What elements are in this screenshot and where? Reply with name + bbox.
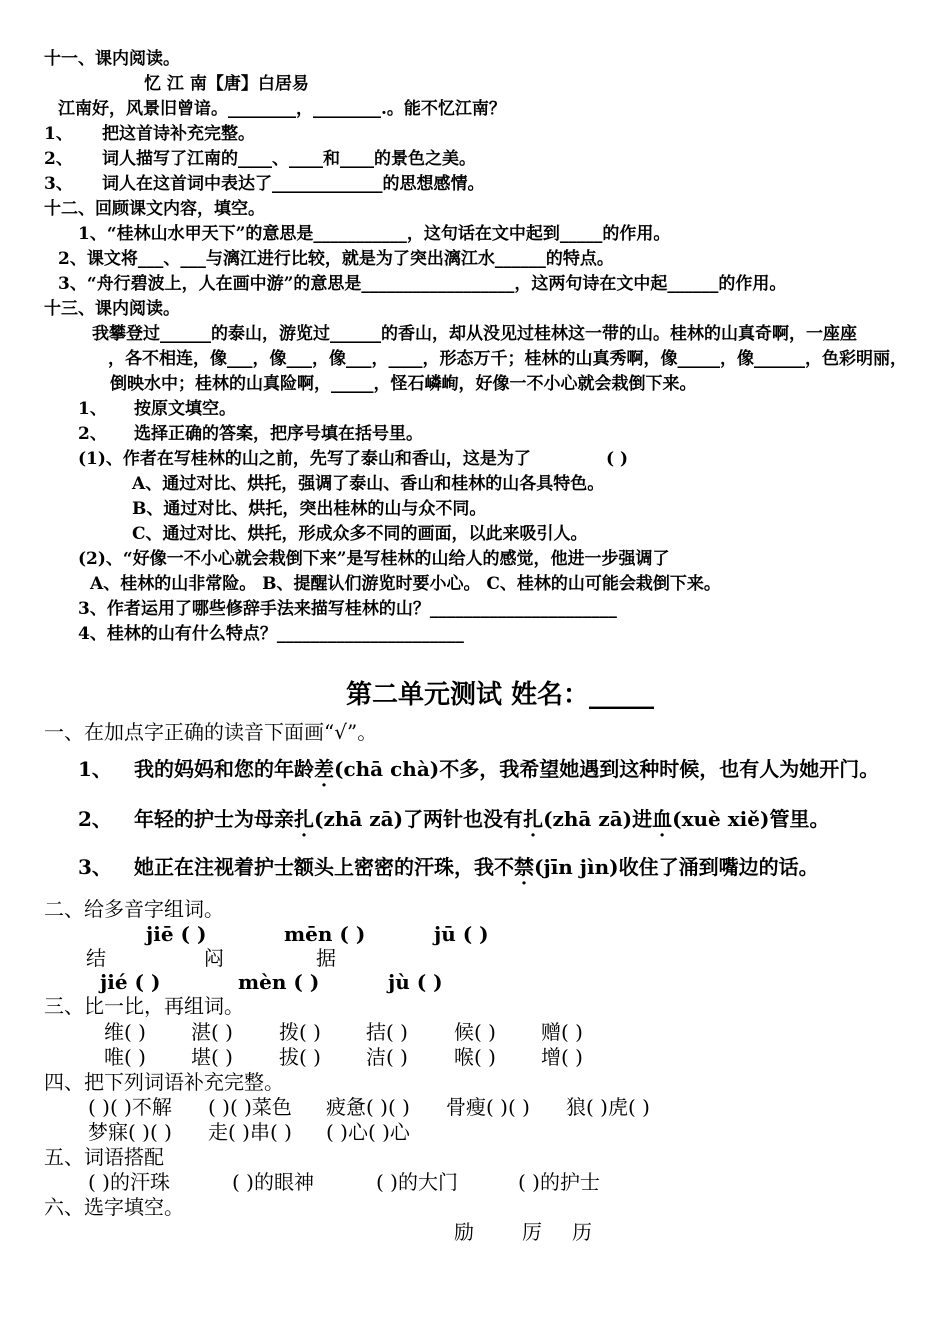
question-text: 词人在这首词中表达了_____________的思想感情。 — [102, 174, 485, 194]
text-segment: 她正在注视着护士额头上密密的汗珠，我不 — [134, 855, 514, 879]
compare-item: 拮( ) — [366, 1020, 408, 1044]
text-segment: (zhā zā)进 — [543, 807, 653, 831]
question-number: 3、 — [44, 174, 73, 194]
collocation-item: ( )的护士 — [518, 1170, 600, 1194]
reading-paragraph-line: ，各不相连，像___，像___，像___，____，形态万千；桂林的山真秀啊，像_____，像______，色彩明丽， — [108, 349, 907, 369]
polyphone-char: 闷 — [204, 946, 224, 970]
poem-title: 忆 江 南【唐】白居易 — [144, 74, 309, 94]
compare-item: 维( ) — [104, 1020, 146, 1044]
pinyin-blank: jiē ( ) — [146, 922, 207, 946]
text-segment: (jīn jìn)收住了涌到嘴边的话。 — [534, 855, 819, 879]
question-text: 2、课文将___、___与漓江进行比较，就是为了突出漓江水______的特点。 — [58, 249, 614, 269]
compare-item: 洁( ) — [366, 1045, 408, 1069]
text-segment: 我的妈妈和您的年龄 — [134, 757, 314, 781]
idiom-item: 狼( )虎( ) — [566, 1095, 650, 1119]
question-text: 4、桂林的山有什么特点？______________________ — [78, 624, 464, 644]
section-11-heading: 十一、课内阅读。 — [44, 49, 180, 69]
reading-paragraph-line: 我攀登过______的泰山，游览过______的香山，却从没见过桂林这一带的山。桂林的山真奇啊，一座座 — [92, 324, 857, 344]
pinyin-blank: jū ( ) — [434, 922, 489, 946]
text-segment: (chā chà)不多，我希望她遇到这种时候，也有人为她开门。 — [334, 757, 880, 781]
idiom-item: ( )( )菜色 — [208, 1095, 292, 1119]
idiom-item: ( )心( )心 — [326, 1120, 410, 1144]
unit-section-4-heading: 四、把下列词语补充完整。 — [44, 1070, 284, 1094]
sub-question: (2)、“好像一不小心就会栽倒下来”是写桂林的山给人的感觉，他进一步强调了 — [78, 549, 670, 569]
sub-question: (1)、作者在写桂林的山之前，先写了泰山和香山，这是为了 — [78, 449, 531, 469]
choice-a: A、通过对比、烘托，强调了泰山、香山和桂林的山各具特色。 — [132, 474, 605, 494]
polyphone-char: 据 — [316, 946, 336, 970]
choice-char: 历 — [572, 1220, 592, 1244]
text-segment: (xuè xiě)管里。 — [672, 807, 830, 831]
compare-item: 赠( ) — [541, 1020, 583, 1044]
question-text: 词人描写了江南的____、____和____的景色之美。 — [102, 149, 476, 169]
unit-section-5-heading: 五、词语搭配 — [44, 1145, 164, 1169]
polyphone-char: 结 — [86, 946, 106, 970]
idiom-item: 骨瘦( )( ) — [446, 1095, 530, 1119]
unit-section-3-heading: 三、比一比，再组词。 — [44, 994, 244, 1018]
text-segment: 年轻的护士为母亲 — [134, 807, 294, 831]
pinyin-blank: mēn ( ) — [284, 922, 366, 946]
pinyin-question-3 — [134, 853, 819, 881]
dotted-char: 血 — [652, 807, 673, 831]
pinyin-blank: jié ( ) — [100, 970, 161, 994]
question-number: 3、 — [78, 855, 112, 879]
choice-char: 励 — [454, 1220, 474, 1244]
idiom-item: 梦寐( )( ) — [88, 1120, 172, 1144]
question-number: 2、 — [78, 807, 112, 831]
question-text: 3、“舟行碧波上，人在画中游”的意思是__________________，这两句诗在文中起______的作用。 — [58, 274, 787, 294]
reading-paragraph-line: 倒映水中；桂林的山真险啊，_____，怪石嶙峋，好像一不小心就会栽倒下来。 — [110, 374, 697, 394]
question-text: 把这首诗补充完整。 — [102, 124, 255, 144]
compare-item: 拔( ) — [279, 1045, 321, 1069]
compare-item: 拨( ) — [279, 1020, 321, 1044]
answer-paren: ( ) — [606, 449, 629, 469]
question-number: 1、 — [44, 124, 73, 144]
section-12-heading: 十二、回顾课文内容，填空。 — [44, 199, 265, 219]
collocation-item: ( )的汗珠 — [88, 1170, 170, 1194]
choice-row: A、桂林的山非常险。 B、提醒认们游览时要小心。 C、桂林的山可能会栽倒下来。 — [90, 574, 721, 594]
pinyin-blank: jù ( ) — [388, 970, 443, 994]
question-text: 选择正确的答案，把序号填在括号里。 — [134, 424, 423, 444]
idiom-item: ( )( )不解 — [88, 1095, 172, 1119]
dotted-char: 禁 — [514, 855, 534, 879]
question-text: 3、作者运用了哪些修辞手法来描写桂林的山？______________________ — [78, 599, 617, 619]
dotted-char: 扎 — [523, 807, 544, 831]
compare-item: 唯( ) — [104, 1045, 146, 1069]
dotted-char: 差 — [314, 757, 334, 781]
unit-title: 第二单元测试 姓名：_____ — [346, 680, 655, 710]
unit-section-2-heading: 二、给多音字组词。 — [44, 897, 224, 921]
pinyin-question-1 — [134, 755, 879, 783]
compare-item: 湛( ) — [191, 1020, 233, 1044]
question-number: 2、 — [44, 149, 73, 169]
compare-item: 增( ) — [541, 1045, 583, 1069]
collocation-item: ( )的大门 — [376, 1170, 458, 1194]
question-number: 1、 — [78, 399, 107, 419]
question-number: 2、 — [78, 424, 107, 444]
pinyin-blank: mèn ( ) — [238, 970, 320, 994]
compare-item: 候( ) — [454, 1020, 496, 1044]
unit-section-6-heading: 六、选字填空。 — [44, 1195, 184, 1219]
section-13-heading: 十三、课内阅读。 — [44, 299, 180, 319]
choice-c: C、通过对比、烘托，形成众多不同的画面，以此来吸引人。 — [132, 524, 588, 544]
pinyin-question-2 — [134, 805, 829, 833]
question-text: 按原文填空。 — [134, 399, 236, 419]
compare-item: 喉( ) — [454, 1045, 496, 1069]
compare-item: 堪( ) — [191, 1045, 233, 1069]
question-number: 1、 — [78, 757, 112, 781]
poem-line: 江南好，风景旧曾谙。________，________.。能不忆江南？ — [58, 99, 506, 119]
idiom-item: 走( )串( ) — [208, 1120, 292, 1144]
choice-char: 厉 — [522, 1220, 542, 1244]
text-segment: (zhā zā)了两针也没有 — [314, 807, 524, 831]
choice-b: B、通过对比、烘托，突出桂林的山与众不同。 — [132, 499, 487, 519]
unit-section-1-heading: 一、在加点字正确的读音下面画“√”。 — [44, 720, 378, 744]
collocation-item: ( )的眼神 — [232, 1170, 314, 1194]
idiom-item: 疲惫( )( ) — [326, 1095, 410, 1119]
dotted-char: 扎 — [294, 807, 314, 831]
question-text: 1、“桂林山水甲天下”的意思是___________，这句话在文中起到_____的作用。 — [78, 224, 671, 244]
